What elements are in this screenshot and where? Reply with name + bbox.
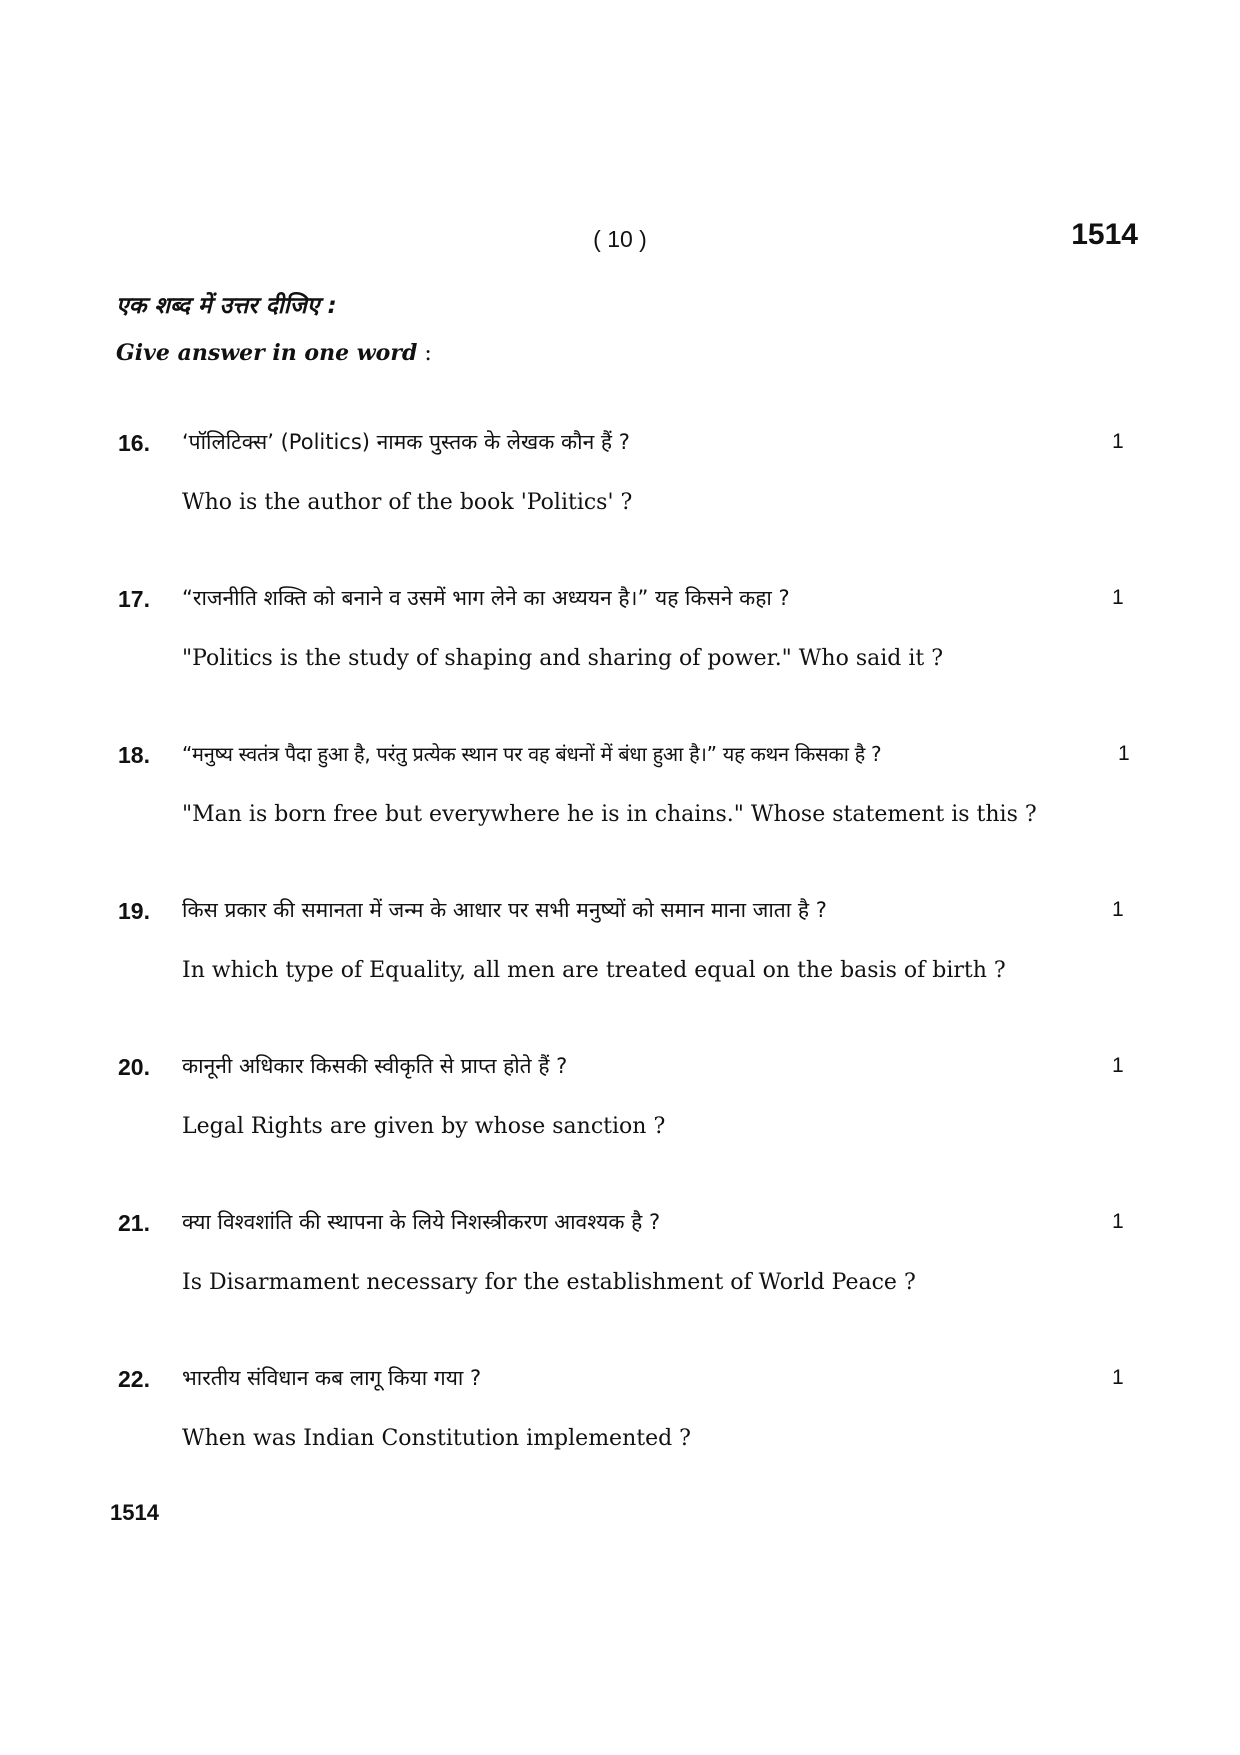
question-17 [0,584,1240,704]
question-number: 18. [118,742,150,768]
question-marks: 1 [1112,430,1124,453]
question-text-hindi: ‘पॉलिटिक्स’ (Politics) नामक पुस्तक के लेखक कौन हैं ? [182,430,630,454]
question-marks: 1 [1112,1210,1124,1233]
question-number: 16. [118,430,150,456]
question-text-english: In which type of Equality, all men are treated equal on the basis of birth ? [182,958,1006,983]
instruction-hindi: एक शब्द में उत्तर दीजिए : [116,293,337,319]
question-marks: 1 [1112,586,1124,609]
question-16 [0,428,1240,548]
question-text-hindi: क्या विश्वशांति की स्थापना के लिये निशस्त्रीकरण आवश्यक है ? [182,1210,661,1234]
question-marks: 1 [1112,898,1124,921]
question-text-hindi: “मनुष्य स्वतंत्र पैदा हुआ है, परंतु प्रत्येक स्थान पर वह बंधनों में बंधा हुआ है।” यह कथन किसका है ? [182,742,882,766]
question-text-hindi: भारतीय संविधान कब लागू किया गया ? [182,1366,482,1390]
question-text-english: Is Disarmament necessary for the establishment of World Peace ? [182,1270,916,1295]
question-number: 20. [118,1054,150,1080]
instruction-english [116,340,432,366]
instruction-english-suffix: : [417,341,432,366]
question-text-hindi: कानूनी अधिकार किसकी स्वीकृति से प्राप्त होते हैं ? [182,1054,568,1078]
question-text-hindi: किस प्रकार की समानता में जन्म के आधार पर सभी मनुष्यों को समान माना जाता है ? [182,898,827,922]
question-22 [0,1364,1240,1484]
question-text-hindi: “राजनीति शक्ति को बनाने व उसमें भाग लेने का अध्ययन है।” यह किसने कहा ? [182,586,790,610]
question-20 [0,1052,1240,1172]
paper-code-bottom: 1514 [110,1500,159,1525]
question-text-english: Who is the author of the book 'Politics' ? [182,490,633,515]
question-number: 17. [118,586,150,612]
question-number: 22. [118,1366,150,1392]
question-marks: 1 [1112,1366,1124,1389]
question-18 [0,740,1240,860]
question-19 [0,896,1240,1016]
paper-code-top: 1514 [1071,218,1138,251]
question-21 [0,1208,1240,1328]
question-number: 19. [118,898,150,924]
page-number: ( 10 ) [593,226,647,252]
question-number: 21. [118,1210,150,1236]
question-text-english: "Man is born free but everywhere he is in chains." Whose statement is this ? [182,802,1037,827]
question-marks: 1 [1118,742,1130,765]
instruction-english-bold: Give answer in one word [116,340,418,366]
question-text-english: When was Indian Constitution implemented ? [182,1426,691,1451]
question-text-english: "Politics is the study of shaping and sharing of power." Who said it ? [182,646,943,671]
question-marks: 1 [1112,1054,1124,1077]
question-text-english: Legal Rights are given by whose sanction ? [182,1114,666,1139]
